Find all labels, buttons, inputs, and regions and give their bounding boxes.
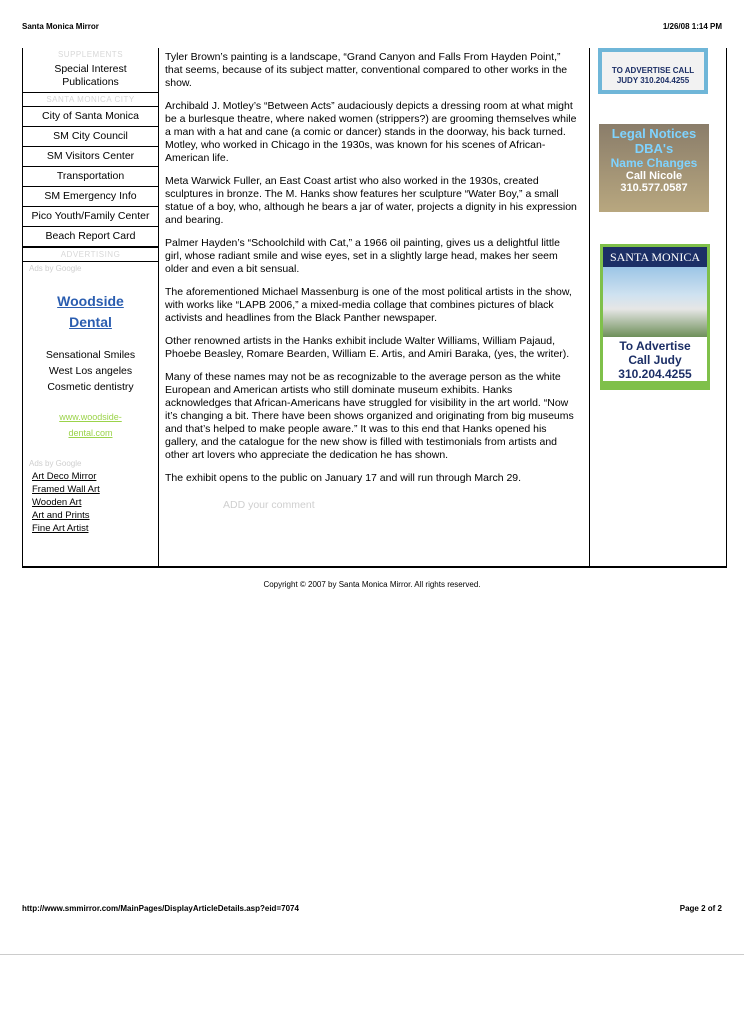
ad-link-framed-wall-art[interactable]: Framed Wall Art	[32, 484, 100, 495]
ad-advertise-banner[interactable]	[598, 48, 708, 94]
article-paragraph: Meta Warwick Fuller, an East Coast artist who also worked in the 1930s, created sculptures in bronze. The M. Hanks show features her sculpture “Water Boy,” a small statue of a boy, who, although he bears a jar of water, projects a dignity in his expression and bearing.	[165, 175, 577, 226]
right-ad-column	[589, 48, 727, 566]
nav-sm-emergency-info[interactable]: SM Emergency Info	[23, 187, 158, 207]
print-footer-page-number: Page 2 of 2	[679, 904, 722, 913]
building-photo	[603, 267, 707, 337]
article-paragraph: Palmer Hayden’s “Schoolchild with Cat,” a 1966 oil painting, gives us a delightful little girl, whose radiant smile and wise eyes, set in a slightly large head, makes her seem older and even a bit sensual.	[165, 237, 560, 275]
page-divider	[0, 954, 744, 955]
section-label-santa-monica-city: SANTA MONICA CITY	[46, 95, 135, 104]
ad-advertise-line2: JUDY 310.204.4255	[616, 76, 690, 85]
left-sidebar	[23, 48, 159, 566]
nav-pico-youth-family-center[interactable]: Pico Youth/Family Center	[23, 207, 158, 227]
page-frame	[22, 48, 727, 568]
ad-legal-line4: Call Nicole	[625, 170, 683, 182]
ads-by-google-label: Ads by Google	[29, 264, 82, 273]
article-paragraph: The aforementioned Michael Massenburg is one of the most political artists in the show, with works like “LAPB 2006,” a mixed-media collage that combines pictures of black activists and headlines from the Black Panther newspaper.	[165, 286, 572, 324]
ad-legal-line1: Legal Notices	[611, 126, 697, 141]
ad-santa-monica-logo: SANTA MONICA	[603, 247, 707, 267]
ad-link-fine-art-artist[interactable]: Fine Art Artist	[32, 523, 89, 534]
article-paragraph: Tyler Brown’s painting is a landscape, “Grand Canyon and Falls From Hayden Point,” that seems, because of its subject matter, conventional compared to other works in the show.	[165, 51, 568, 89]
nav-beach-report-card[interactable]: Beach Report Card	[23, 227, 158, 247]
ad-line: Cosmetic dentistry	[47, 381, 134, 393]
section-label-advertising: ADVERTISING	[23, 247, 158, 261]
article-body	[165, 48, 577, 512]
ad-link-art-deco-mirror[interactable]: Art Deco Mirror	[32, 471, 97, 482]
ad-legal-line2: DBA's	[634, 141, 674, 156]
ad-sm-line2: Call Judy	[628, 353, 682, 367]
nav-sm-visitors-center[interactable]: SM Visitors Center	[23, 147, 158, 167]
ad-line: West Los angeles	[48, 365, 133, 377]
print-header-datetime: 1/26/08 1:14 PM	[662, 22, 722, 31]
article-paragraph: The exhibit opens to the public on January 17 and will run through March 29.	[165, 472, 522, 484]
ad-sm-line3: 310.204.4255	[618, 367, 692, 381]
article-paragraph: Many of these names may not be as recognizable to the average person as the white European and American artists who still dominate museum exhibits. Hanks acknowledges that African-Americans have struggled for visibility in the art world. “Now it’s changing a bit. There have been shows organized and originating from big museums and that’s helped to make people aware.” It was to this end that Hanks opened his gallery, and the catalogue for the new show is filled with testimonials from artists and other art lovers who appreciate the dedication he has shown.	[165, 371, 574, 461]
article-paragraph: Other renowned artists in the Hanks exhibit include Walter Williams, William Pajaud, Phoebe Beasley, Romare Bearden, William E. Artis, and Amiri Baraka, (yes, the writer).	[165, 335, 570, 360]
copyright-notice: Copyright © 2007 by Santa Monica Mirror. All rights reserved.	[263, 580, 481, 589]
nav-transportation[interactable]: Transportation	[23, 167, 158, 187]
nav-special-interest-publications[interactable]: Special Interest Publications	[23, 61, 158, 93]
print-footer-url: http://www.smmirror.com/MainPages/DisplayArticleDetails.asp?eid=7074	[22, 904, 299, 913]
ad-title-woodside[interactable]: Woodside	[57, 293, 124, 309]
ad-advertise-line1: TO ADVERTISE CALL	[611, 66, 695, 75]
ad-link-art-and-prints[interactable]: Art and Prints	[32, 510, 90, 521]
ad-legal-line5: 310.577.0587	[620, 182, 688, 194]
section-label-supplements: SUPPLEMENTS	[57, 50, 124, 59]
ad-line: Sensational Smiles	[45, 349, 136, 361]
nav-sm-city-council[interactable]: SM City Council	[23, 127, 158, 147]
ad-link-wooden-art[interactable]: Wooden Art	[32, 497, 82, 508]
ad-santa-monica-advertise[interactable]	[600, 244, 710, 390]
article-paragraph: Archibald J. Motley’s “Between Acts” audaciously depicts a dressing room at what might be a burlesque theatre, where naked women (strippers?) are grooming themselves while a man with a hat and cane (a comic or dancer) stands in the doorway, his back turned. Motley, who worked in Chicago in the 1930s, was known for his scenes of African-American life.	[165, 100, 577, 164]
ad-title-dental[interactable]: Dental	[69, 314, 112, 330]
ad-legal-notices[interactable]	[599, 124, 709, 212]
print-header-site: Santa Monica Mirror	[22, 22, 99, 31]
ad-legal-line3: Name Changes	[610, 156, 698, 170]
ads-by-google-label-2: Ads by Google	[29, 459, 82, 468]
nav-city-of-santa-monica[interactable]: City of Santa Monica	[23, 106, 158, 127]
ad-url-link[interactable]: www.woodside-	[59, 412, 122, 422]
google-ad-woodside	[23, 261, 158, 535]
ad-sm-line1: To Advertise	[619, 339, 691, 353]
ad-url-link-cont[interactable]: dental.com	[68, 428, 113, 438]
add-comment-link[interactable]: ADD your comment	[223, 499, 315, 511]
ad-links-list	[23, 468, 158, 535]
